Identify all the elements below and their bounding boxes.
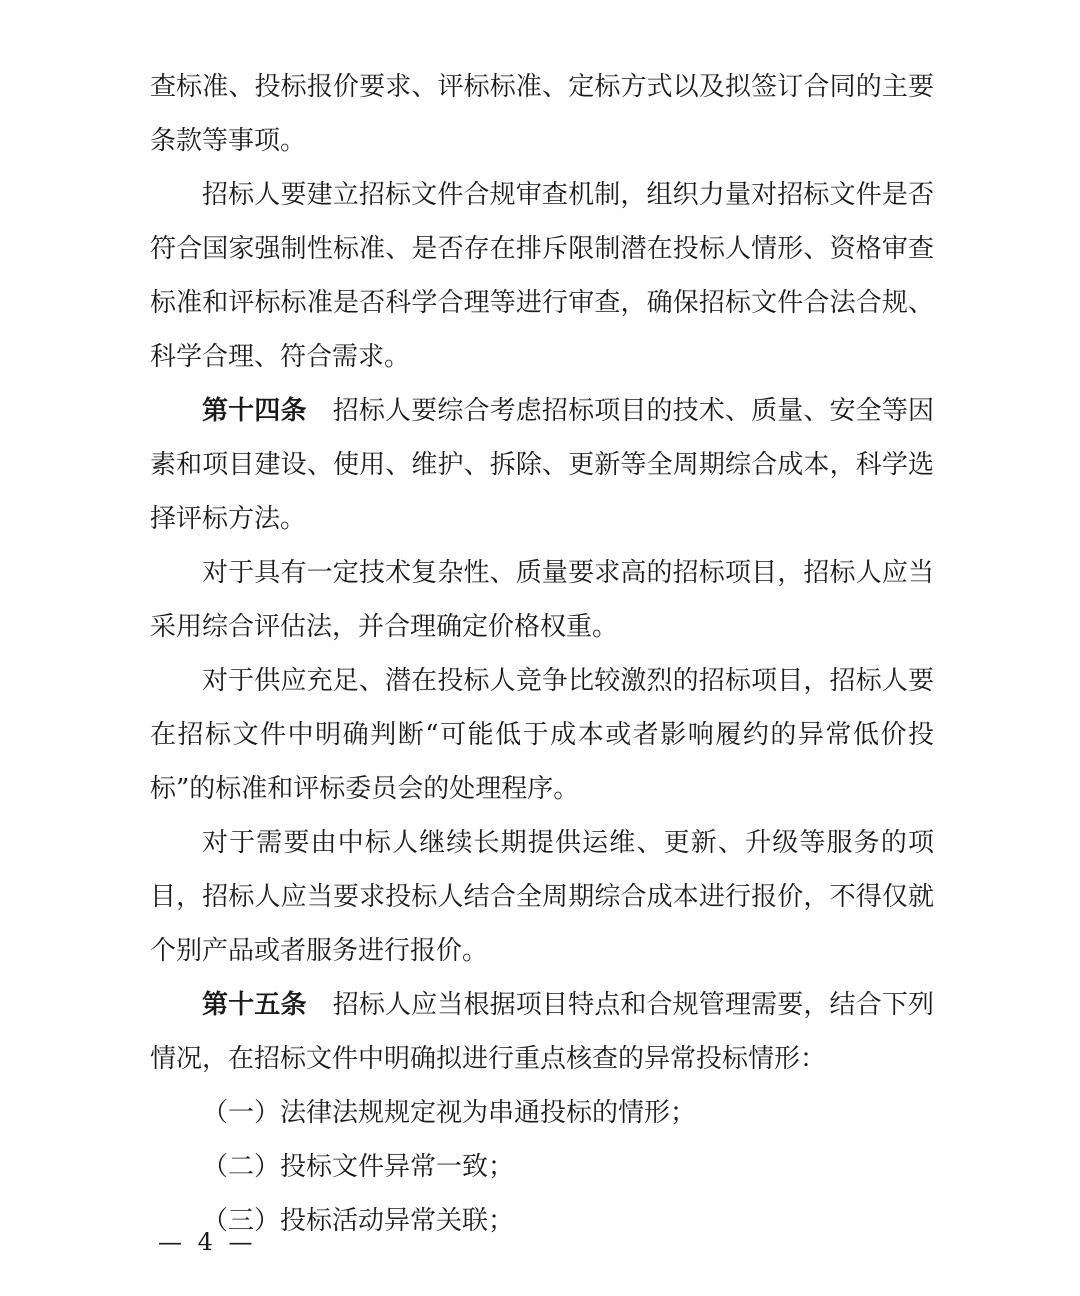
paragraph-article-15: 第十五条 招标人应当根据项目特点和合规管理需要，结合下列情况，在招标文件中明确拟进行重点核查的异常投标情形：	[150, 990, 934, 1074]
paragraph-article-14: 第十四条 招标人要综合考虑招标项目的技术、质量、安全等因素和项目建设、使用、维护、拆除、更新等全周期综合成本，科学选择评标方法。	[150, 396, 934, 534]
page-number: — 4 —	[158, 1228, 257, 1256]
paragraph: 查标准、投标报价要求、评标标准、定标方式以及拟签订合同的主要条款等事项。	[150, 72, 934, 156]
article-heading: 第十四条	[202, 396, 307, 426]
paragraph: 招标人要建立招标文件合规审查机制，组织力量对招标文件是否符合国家强制性标准、是否存在排斥限制潜在投标人情形、资格审查标准和评标标准是否科学合理等进行审查，确保招标文件合法合规、科学合理、符合需求。	[150, 180, 934, 372]
paragraph: 对于需要由中标人继续长期提供运维、更新、升级等服务的项目，招标人应当要求投标人结合全周期综合成本进行报价，不得仅就个别产品或者服务进行报价。	[150, 828, 934, 966]
list-item: （二）投标文件异常一致；	[202, 1152, 515, 1182]
body-text	[150, 60, 934, 1248]
list-item: （三）投标活动异常关联；	[202, 1206, 515, 1236]
article-heading: 第十五条	[202, 990, 307, 1020]
list-item: （一）法律法规规定视为串通投标的情形；	[202, 1098, 697, 1128]
paragraph: 对于具有一定技术复杂性、质量要求高的招标项目，招标人应当采用综合评估法，并合理确定价格权重。	[150, 558, 934, 642]
paragraph: 对于供应充足、潜在投标人竞争比较激烈的招标项目，招标人要在招标文件中明确判断“可能低于成本或者影响履约的异常低价投标”的标准和评标委员会的处理程序。	[150, 666, 934, 804]
